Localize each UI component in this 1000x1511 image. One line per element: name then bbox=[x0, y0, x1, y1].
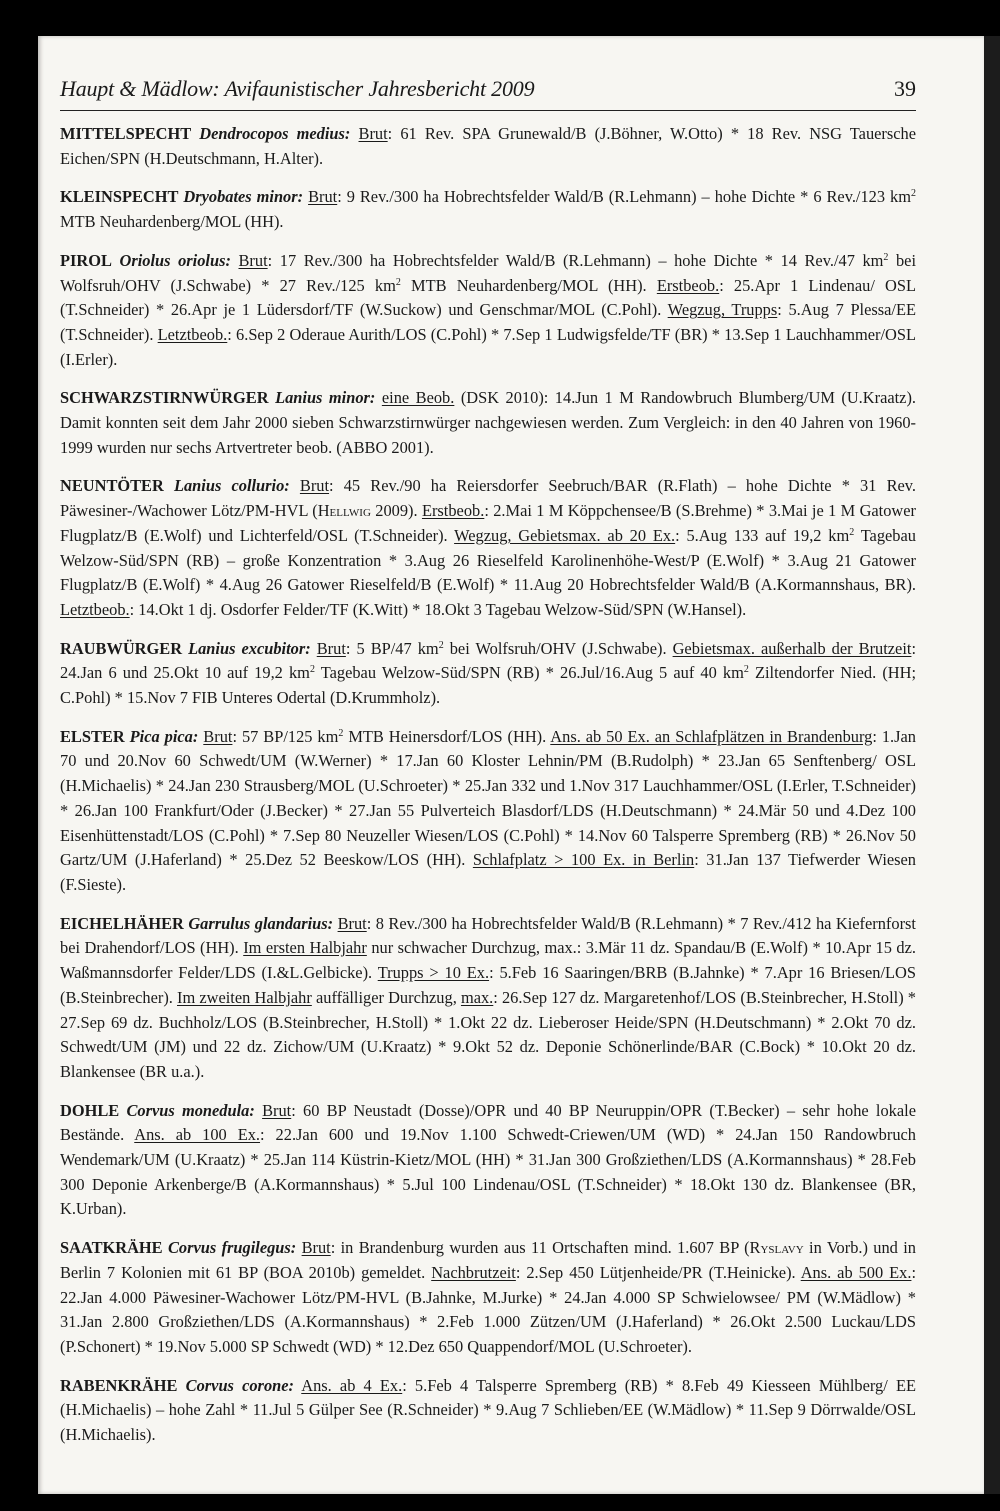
superscript: 2 bbox=[438, 639, 444, 651]
entry-text: : 26.Sep 127 dz. Margaretenhof/LOS (B.Steinbrecher, H.Stoll) * 27.Sep 69 dz. Buchholz/LOS (B.Steinbrecher, H.Stoll) * 1.Okt 22 dz. Lieberoser Heide/SPN (H.Deutschmann) * 2.Okt 70 dz. Schwedt/UM (JM) und 22 dz. Zichow/UM (U.Kraatz) * 9.Okt 52 dz. Deponie Schönerlinde/BAR (C.Bock) * 10.Okt 20 dz. Blankensee (BR u.a.). bbox=[60, 987, 916, 1081]
entry-text: : 9 Rev./300 ha Hobrechtsfelder Wald/B (R.Lehmann) – hohe Dichte * 6 Rev./123 km bbox=[337, 187, 911, 207]
species-name: DOHLE bbox=[60, 1100, 120, 1120]
entry-eichelhaeher bbox=[60, 912, 916, 1085]
superscript: 2 bbox=[910, 188, 916, 200]
section-label: Im ersten Halbjahr bbox=[243, 938, 367, 958]
entry-neuntoeter bbox=[60, 474, 916, 622]
section-label: Schlafplatz > 100 Ex. in Berlin bbox=[472, 850, 695, 870]
scientific-name: Dendrocopos medius: bbox=[199, 124, 351, 143]
entry-text: : 24.Jan 6 und 25.Okt 10 auf 19,2 km bbox=[60, 638, 916, 683]
entry-schwarzstirnwuerger bbox=[60, 386, 916, 460]
entry-text: : 5.Aug 133 auf 19,2 km bbox=[675, 525, 850, 545]
species-name: SCHWARZSTIRNWÜRGER bbox=[60, 388, 269, 408]
entry-text: : 6.Sep 2 Oderaue Aurith/LOS (C.Pohl) * 7.Sep 1 Ludwigsfelde/TF (BR) * 13.Sep 1 Lauchhammer/OSL (I.Erler). bbox=[60, 324, 916, 369]
section-label: Wegzug, Trupps bbox=[667, 300, 778, 320]
entry-kleinspecht bbox=[60, 185, 916, 234]
running-title: Haupt & Mädlow: Avifaunistischer Jahresbericht 2009 bbox=[60, 76, 535, 101]
entry-text: : 5.Feb 16 Saaringen/BRB (B.Jahnke) * 7.Apr 16 Briesen/LOS (B.Steinbrecher). bbox=[60, 963, 916, 1007]
species-name: NEUNTÖTER bbox=[60, 476, 164, 496]
species-name: EICHELHÄHER bbox=[60, 913, 184, 933]
section-label: Ans. ab 50 Ex. an Schlafplätzen in Brandenburg bbox=[550, 726, 873, 746]
scientific-name: Garrulus glandarius: bbox=[188, 913, 334, 933]
entry-raubwuerger bbox=[60, 637, 916, 711]
author-citation: Ryslavy bbox=[749, 1238, 804, 1258]
entry-text: Ziltendorfer Nied. (HH; C.Pohl) * 15.Nov 7 FIB Unteres Odertal (D.Krummholz). bbox=[60, 663, 917, 708]
section-label: Ans. ab 4 Ex. bbox=[301, 1375, 403, 1395]
entry-text: MTB Heinersdorf/LOS (HH). bbox=[343, 726, 551, 746]
species-name: SAATKRÄHE bbox=[60, 1238, 163, 1258]
section-label: Erstbeob. bbox=[656, 275, 720, 295]
section-label: Brut bbox=[299, 476, 330, 496]
section-label: Nachbrutzeit bbox=[431, 1262, 516, 1282]
author-citation: Hellwig bbox=[317, 501, 371, 521]
entry-text: MTB Neuhardenberg/MOL (HH). bbox=[60, 212, 284, 232]
section-label: Brut bbox=[238, 250, 268, 270]
superscript: 2 bbox=[849, 526, 855, 538]
entry-rabenkraehe bbox=[60, 1374, 916, 1448]
entry-elster bbox=[60, 725, 916, 898]
entry-text: : 2.Sep 450 Lütjenheide/PR (T.Heinicke). bbox=[515, 1262, 801, 1282]
section-label: Brut bbox=[262, 1100, 292, 1120]
species-name: MITTELSPECHT bbox=[60, 124, 192, 143]
scientific-name: Lanius excubitor: bbox=[188, 638, 311, 658]
section-label: Ans. ab 500 Ex. bbox=[800, 1262, 912, 1282]
superscript: 2 bbox=[395, 276, 401, 288]
scientific-name: Oriolus oriolus: bbox=[119, 250, 231, 270]
scientific-name: Dryobates minor: bbox=[183, 187, 304, 207]
entry-saatkraehe bbox=[60, 1236, 916, 1360]
superscript: 2 bbox=[338, 727, 344, 739]
scan-edge bbox=[984, 36, 1000, 1494]
entry-text: Tagebau Welzow-Süd/SPN (RB) * 26.Jul/16.Aug 5 auf 40 km bbox=[314, 663, 744, 683]
section-label: eine Beob. bbox=[381, 388, 455, 408]
entry-text: : 45 Rev./90 ha Reiersdorfer Seebruch/BAR (R.Flath) – hohe Dichte * 31 Rev. Päwesiner-/Wachower Lötz/PM-HVL ( bbox=[60, 476, 916, 521]
entry-text: : 22.Jan 600 und 19.Nov 1.100 Schwedt-Criewen/UM (WD) * 24.Jan 150 Randowbruch Wendemark/UM (U.Kraatz) * 25.Jan 114 Küstrin-Kietz/MOL (HH) * 31.Jan 300 Großziethen/LDS (A.Kormannshaus) * 28.Feb 300 Deponie Arkenberge/B (A.Kormannshaus) * 5.Jul 100 Lindenau/OSL (T.Schneider) * 18.Okt 130 dz. Blankensee (BR, K.Urban). bbox=[60, 1125, 917, 1219]
section-label: Erstbeob. bbox=[421, 501, 485, 521]
entry-text: : 1.Jan 70 und 20.Nov 60 Schwedt/UM (W.Werner) * 17.Jan 60 Kloster Lehnin/PM (B.Rudolph) * 23.Jan 65 Senftenberg/ OSL (H.Michaelis) * 24.Jan 230 Strausberg/MOL (U.Schroeter) * 25.Jan 332 und 1.Nov 317 Lauchhammer/OSL (I.Erler, T.Schneider) * 26.Jan 100 Frankfurt/Oder (J.Becker) * 27.Jan 55 Pulverteich Blasdorf/LDS (H.Deutschmann) * 24.Mär 50 und 4.Dez 100 Eisenhüttenstadt/LOS (C.Pohl) * 7.Sep 80 Neuzeller Wiesen/LOS (C.Pohl) * 14.Nov 60 Talsperre Spremberg (RB) * 26.Nov 50 Gartz/UM (J.Haferland) * 25.Dez 52 Beeskow/LOS (HH). bbox=[60, 726, 916, 870]
entry-text: : 5.Feb 4 Talsperre Spremberg (RB) * 8.Feb 49 Kiesseen Mühlberg/ EE (H.Michaelis) – hohe Zahl * 11.Jul 5 Gülper See (R.Schneider) * 9.Aug 7 Schlieben/EE (W.Mädlow) * 11.Sep 9 Dörrwalde/OSL (H.Michaelis). bbox=[60, 1375, 916, 1445]
section-label: Im zweiten Halbjahr bbox=[177, 987, 312, 1007]
entry-dohle bbox=[60, 1099, 916, 1223]
entry-text: : 2.Mai 1 M Köppchensee/B (S.Brehme) * 3.Mai je 1 M Gatower Flugplatz/B (E.Wolf) und Lichterfeld/OSL (T.Schneider). bbox=[60, 501, 916, 545]
superscript: 2 bbox=[883, 251, 889, 263]
section-label: Ans. ab 100 Ex. bbox=[134, 1125, 261, 1145]
superscript: 2 bbox=[309, 664, 315, 676]
entry-text: bei Wolfsruh/OHV (J.Schwabe) * 27 Rev./125 km bbox=[60, 250, 916, 295]
entry-text: MTB Neuhardenberg/MOL (HH). bbox=[400, 275, 657, 295]
entry-text: 2009). bbox=[370, 501, 422, 521]
entry-text: : 31.Jan 137 Tiefwerder Wiesen (F.Sieste). bbox=[60, 850, 916, 894]
section-label: Brut bbox=[203, 726, 233, 746]
section-label: Letztbeob. bbox=[157, 324, 228, 344]
section-label: max. bbox=[460, 987, 494, 1007]
scientific-name: Pica pica: bbox=[129, 726, 199, 746]
scientific-name: Corvus corone: bbox=[185, 1375, 294, 1395]
section-label: Trupps > 10 Ex. bbox=[377, 963, 490, 983]
superscript: 2 bbox=[743, 664, 749, 676]
scientific-name: Lanius minor: bbox=[275, 388, 376, 408]
entry-text: : 25.Apr 1 Lindenau/ OSL (T.Schneider) * 26.Apr je 1 Lüdersdorf/TF (W.Suckow) und Genschmar/MOL (C.Pohl). bbox=[60, 275, 917, 320]
entry-text: : 5 BP/47 km bbox=[345, 638, 439, 658]
entry-text: : 14.Okt 1 dj. Osdorfer Felder/TF (K.Witt) * 18.Okt 3 Tagebau Welzow-Süd/SPN (W.Hansel). bbox=[129, 599, 747, 619]
species-name: RABENKRÄHE bbox=[60, 1375, 178, 1395]
scientific-name: Corvus monedula: bbox=[126, 1100, 255, 1120]
species-name: PIROL bbox=[60, 250, 112, 270]
scientific-name: Lanius collurio: bbox=[173, 476, 290, 496]
entry-text: bei Wolfsruh/OHV (J.Schwabe). bbox=[443, 638, 673, 658]
entry-text: : 61 Rev. SPA Grunewald/B (J.Böhner, W.Otto) * 18 Rev. NSG Tauersche Eichen/SPN (H.Deutschmann, H.Alter). bbox=[60, 124, 916, 168]
section-label: Brut bbox=[308, 187, 338, 207]
section-label: Gebietsmax. außerhalb der Brutzeit bbox=[672, 638, 912, 658]
section-label: Wegzug, Gebietsmax. ab 20 Ex. bbox=[454, 525, 676, 545]
entry-text: : 8 Rev./300 ha Hobrechtsfelder Wald/B (R.Lehmann) * 7 Rev./412 ha Kiefernforst bei Drahendorf/LOS (HH). bbox=[60, 913, 916, 958]
section-label: Brut bbox=[301, 1238, 331, 1258]
species-name: RAUBWÜRGER bbox=[60, 638, 183, 658]
section-label: Brut bbox=[337, 913, 367, 933]
scientific-name: Corvus frugilegus: bbox=[167, 1238, 297, 1258]
entry-text: : 60 BP Neustadt (Dosse)/OPR und 40 BP Neuruppin/OPR (T.Becker) – sehr hohe lokale Bestände. bbox=[60, 1100, 916, 1145]
page-number: 39 bbox=[894, 76, 916, 101]
entry-text: : 17 Rev./300 ha Hobrechtsfelder Wald/B (R.Lehmann) – hohe Dichte * 14 Rev./47 km bbox=[267, 250, 884, 270]
entry-text: : 5.Aug 7 Plessa/EE (T.Schneider). bbox=[60, 300, 916, 344]
entry-text: (DSK 2010): 14.Jun 1 M Randowbruch Blumberg/UM (U.Kraatz). Damit konnten seit dem Jahr 2000 sieben Schwarzstirnwürger nachgewiesen werden. Zum Vergleich: in den 40 Jahren von 1960-1999 wurden nur sechs Artvertreter beob. (ABBO 2001). bbox=[60, 388, 917, 457]
entry-text: Tagebau Welzow-Süd/SPN (RB) – große Konzentration * 3.Aug 26 Rieselfeld Karolinenhöhe-West/P (E.Wolf) * 3.Aug 21 Gatower Flugplatz/B (E.Wolf) * 4.Aug 26 Gatower Rieselfeld/B (E.Wolf) * 11.Aug 20 Hobrechtsfelder Wald/B (A.Kormannshaus, BR). bbox=[60, 525, 916, 595]
running-header bbox=[60, 74, 916, 111]
species-name: ELSTER bbox=[60, 726, 125, 746]
species-name: KLEINSPECHT bbox=[60, 187, 179, 207]
entry-mittelspecht bbox=[60, 122, 916, 171]
report-body bbox=[60, 122, 916, 1462]
entry-text: auffälliger Durchzug, bbox=[311, 987, 461, 1007]
section-label: Brut bbox=[316, 638, 346, 658]
section-label: Letztbeob. bbox=[60, 599, 130, 619]
entry-text: in Vorb.) und in Berlin 7 Kolonien mit 61 BP (BOA 2010b) gemeldet. bbox=[60, 1238, 916, 1282]
entry-pirol bbox=[60, 249, 916, 373]
section-label: Brut bbox=[358, 124, 388, 143]
entry-text: : 57 BP/125 km bbox=[232, 726, 339, 746]
entry-text: : 22.Jan 4.000 Päwesiner-Wachower Lötz/PM-HVL (B.Jahnke, M.Jurke) * 24.Jan 4.000 SP Schwielowsee/ PM (W.Mädlow) * 31.Jan 2.800 Großziethen/LDS (A.Kormannshaus) * 2.Feb 1.000 Zützen/UM (J.Haferland) * 26.Okt 2.500 Luckau/LDS (P.Schonert) * 19.Nov 5.000 SP Schwedt (WD) * 12.Dez 650 Quappendorf/MOL (U.Schroeter). bbox=[60, 1262, 916, 1356]
entry-text: nur schwacher Durchzug, max.: 3.Mär 11 dz. Spandau/B (E.Wolf) * 10.Apr 15 dz. Waßmannsdorfer Felder/LDS (I.&L.Gelbicke). bbox=[60, 938, 916, 983]
entry-text: : in Brandenburg wurden aus 11 Ortschaften mind. 1.607 BP ( bbox=[330, 1238, 750, 1258]
